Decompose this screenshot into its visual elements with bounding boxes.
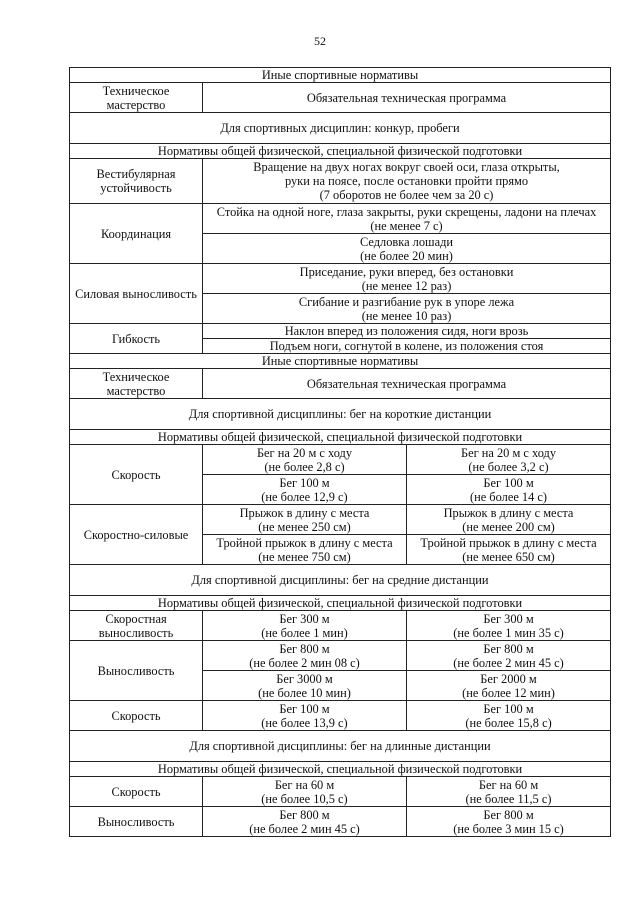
table-row [70, 113, 611, 144]
section-header: Иные спортивные нормативы [70, 68, 611, 83]
table-row [70, 264, 611, 294]
row-label: Техническое мастерство [70, 369, 203, 399]
standard-cell-male: Бег 800 м (не более 2 мин 08 с) [203, 641, 407, 671]
table-row [70, 369, 611, 399]
section-subheader: Нормативы общей физической, специальной физической подготовки [70, 762, 611, 777]
table-row [70, 83, 611, 113]
row-value: Обязательная техническая программа [203, 83, 611, 113]
table-row [70, 641, 611, 671]
table-row [70, 505, 611, 535]
standard-cell-female: Бег 300 м (не более 1 мин 35 с) [407, 611, 611, 641]
row-label: Скорость [70, 445, 203, 505]
row-label: Гибкость [70, 324, 203, 354]
standard-cell-female: Бег 800 м (не более 2 мин 45 с) [407, 641, 611, 671]
table-row [70, 701, 611, 731]
standard-cell-female: Бег 800 м (не более 3 мин 15 с) [407, 807, 611, 837]
standard-cell: Подъем ноги, согнутой в колене, из положения стоя [203, 339, 611, 354]
row-label: Выносливость [70, 641, 203, 701]
standard-cell-male: Бег 300 м (не более 1 мин) [203, 611, 407, 641]
standard-cell: Наклон вперед из положения сидя, ноги врозь [203, 324, 611, 339]
table-row [70, 68, 611, 83]
standard-cell-male: Бег на 20 м с ходу (не более 2,8 с) [203, 445, 407, 475]
section-subheader: Нормативы общей физической, специальной физической подготовки [70, 144, 611, 159]
row-label: Координация [70, 204, 203, 264]
standard-cell-female: Бег на 60 м (не более 11,5 с) [407, 777, 611, 807]
standard-cell-male: Бег на 60 м (не более 10,5 с) [203, 777, 407, 807]
section-title: Для спортивной дисциплины: бег на длинные дистанции [70, 731, 611, 762]
standard-cell-female: Бег 2000 м (не более 12 мин) [407, 671, 611, 701]
standard-cell: Приседание, руки вперед, без остановки (не менее 12 раз) [203, 264, 611, 294]
row-label: Скорость [70, 777, 203, 807]
standard-cell-female: Тройной прыжок в длину с места (не менее 650 см) [407, 535, 611, 565]
standard-cell: Вращение на двух ногах вокруг своей оси, глаза открыты, руки на поясе, после остановки пройти прямо (7 оборотов не более чем за 20 с) [203, 159, 611, 204]
row-label: Силовая выносливость [70, 264, 203, 324]
table-row [70, 807, 611, 837]
table-row [70, 354, 611, 369]
row-label: Техническое мастерство [70, 83, 203, 113]
section-subheader: Нормативы общей физической, специальной физической подготовки [70, 430, 611, 445]
table-row [70, 159, 611, 204]
section-header: Иные спортивные нормативы [70, 354, 611, 369]
standards-table [69, 67, 611, 837]
standard-cell-male: Бег 100 м (не более 12,9 с) [203, 475, 407, 505]
standard-cell-female: Бег 100 м (не более 14 с) [407, 475, 611, 505]
standard-cell-male: Бег 800 м (не более 2 мин 45 с) [203, 807, 407, 837]
section-title: Для спортивных дисциплин: конкур, пробеги [70, 113, 611, 144]
standard-cell: Сгибание и разгибание рук в упоре лежа (не менее 10 раз) [203, 294, 611, 324]
row-label: Вестибулярная устойчивость [70, 159, 203, 204]
standard-cell-male: Бег 100 м (не более 13,9 с) [203, 701, 407, 731]
row-label: Выносливость [70, 807, 203, 837]
page-number: 52 [314, 34, 326, 48]
standard-cell-female: Бег на 20 м с ходу (не более 3,2 с) [407, 445, 611, 475]
table-row [70, 430, 611, 445]
table-row [70, 204, 611, 234]
row-label: Скоростная выносливость [70, 611, 203, 641]
table-row [70, 596, 611, 611]
table-row [70, 611, 611, 641]
row-label: Скоростно-силовые [70, 505, 203, 565]
standard-cell-male: Бег 3000 м (не более 10 мин) [203, 671, 407, 701]
standard-cell-female: Бег 100 м (не более 15,8 с) [407, 701, 611, 731]
table-row [70, 731, 611, 762]
section-title: Для спортивной дисциплины: бег на короткие дистанции [70, 399, 611, 430]
row-value: Обязательная техническая программа [203, 369, 611, 399]
section-title: Для спортивной дисциплины: бег на средние дистанции [70, 565, 611, 596]
table-row [70, 445, 611, 475]
standard-cell-male: Прыжок в длину с места (не менее 250 см) [203, 505, 407, 535]
table-row [70, 762, 611, 777]
table-row [70, 399, 611, 430]
row-label: Скорость [70, 701, 203, 731]
table-row [70, 144, 611, 159]
table-row [70, 777, 611, 807]
table-row [70, 324, 611, 339]
standard-cell-female: Прыжок в длину с места (не менее 200 см) [407, 505, 611, 535]
section-subheader: Нормативы общей физической, специальной физической подготовки [70, 596, 611, 611]
table-row [70, 565, 611, 596]
standard-cell: Седловка лошади (не более 20 мин) [203, 234, 611, 264]
standard-cell: Стойка на одной ноге, глаза закрыты, руки скрещены, ладони на плечах (не менее 7 с) [203, 204, 611, 234]
standard-cell-male: Тройной прыжок в длину с места (не менее 750 см) [203, 535, 407, 565]
